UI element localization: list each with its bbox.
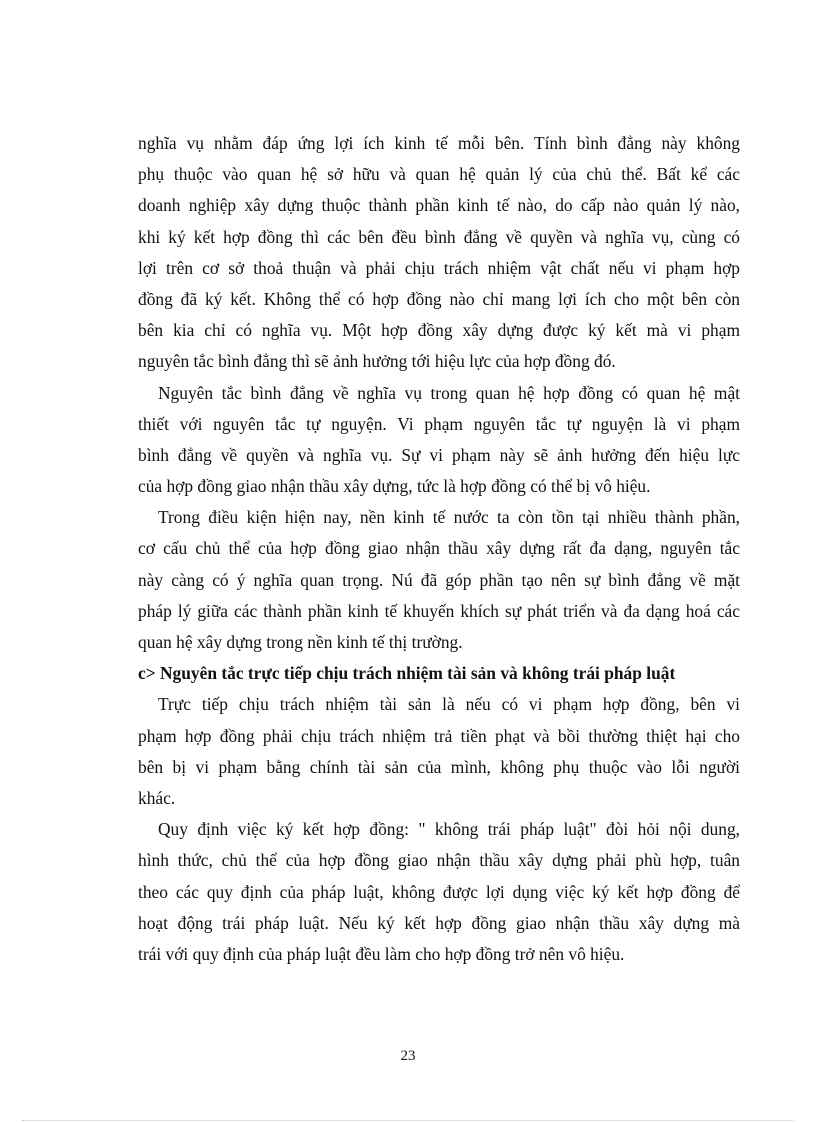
text-line: bên bị vi phạm bằng chính tài sản của mình, không phụ thuộc vào lỗi người	[138, 756, 740, 777]
text-line: nghĩa vụ nhằm đáp ứng lợi ích kinh tế mỗi bên. Tính bình đẳng này không	[138, 133, 740, 153]
text-line: lợi trên cơ sở thoả thuận và phải chịu trách nhiệm vật chất nếu vi phạm hợp	[138, 257, 740, 278]
text-line: khi ký kết hợp đồng thì các bên đều bình đẳng về quyền và nghĩa vụ, cùng có	[138, 226, 740, 247]
text-line: nguyên tắc bình đẳng thì sẽ ảnh hưởng tới hiệu lực của hợp đồng đó.	[138, 351, 616, 372]
text-line: theo các quy định của pháp luật, không được lợi dụng việc ký kết hợp đồng để	[138, 881, 740, 902]
page-number: 23	[400, 1048, 416, 1064]
body-text	[138, 128, 740, 970]
text-line: đồng đã ký kết. Không thể có hợp đồng nào chỉ mang lợi ích cho một bên còn	[138, 288, 740, 309]
text-line: phạm hợp đồng phải chịu trách nhiệm trả tiền phạt và bồi thường thiệt hại cho	[138, 725, 740, 746]
text-line: này càng có ý nghĩa quan trọng. Nú đã góp phần tạo nên sự bình đẳng về mặt	[138, 569, 740, 590]
text-line: Quy định việc ký kết hợp đồng: " không trái pháp luật" đòi hỏi nội dung,	[158, 819, 740, 840]
text-line: Nguyên tắc bình đẳng về nghĩa vụ trong quan hệ hợp đồng có quan hệ mật	[158, 382, 740, 403]
text-line: của hợp đồng giao nhận thầu xây dựng, tức là hợp đồng có thể bị vô hiệu.	[138, 476, 651, 497]
text-line: bình đẳng về quyền và nghĩa vụ. Sự vi phạm này sẽ ảnh hưởng đến hiệu lực	[138, 444, 740, 465]
text-line: quan hệ xây dựng trong nền kinh tế thị trường.	[138, 632, 463, 652]
text-line: phụ thuộc vào quan hệ sở hữu và quan hệ quản lý của chủ thể. Bất kể các	[138, 164, 740, 185]
text-line: pháp lý giữa các thành phần kinh tế khuyến khích sự phát triển và đa dạng hoá các	[138, 600, 740, 621]
text-line: cơ cấu chủ thể của hợp đồng giao nhận thầu xây dựng rất đa dạng, nguyên tắc	[138, 538, 740, 559]
text-line: bên kia chỉ có nghĩa vụ. Một hợp đồng xây dựng được ký kết mà vi phạm	[138, 320, 740, 341]
text-line: thiết với nguyên tắc tự nguyện. Vi phạm nguyên tắc tự nguyện là vi phạm	[138, 413, 740, 434]
text-line: hoạt động trái pháp luật. Nếu ký kết hợp đồng giao nhận thầu xây dựng mà	[138, 912, 740, 933]
text-line: doanh nghiệp xây dựng thuộc thành phần kinh tế nào, do cấp nào quản lý nào,	[138, 195, 740, 216]
text-line: Trực tiếp chịu trách nhiệm tài sản là nếu có vi phạm hợp đồng, bên vi	[158, 694, 740, 715]
text-line: trái với quy định của pháp luật đều làm cho hợp đồng trở nên vô hiệu.	[138, 943, 625, 964]
text-line: hình thức, chủ thể của hợp đồng giao nhận thầu xây dựng phải phù hợp, tuân	[138, 850, 740, 871]
text-line: khác.	[138, 787, 176, 808]
page-divider	[22, 1120, 794, 1121]
section-heading: c> Nguyên tắc trực tiếp chịu trách nhiệm tài sản và không trái pháp luật	[138, 663, 676, 684]
text-line: Trong điều kiện hiện nay, nền kinh tế nước ta còn tồn tại nhiều thành phần,	[158, 507, 740, 528]
